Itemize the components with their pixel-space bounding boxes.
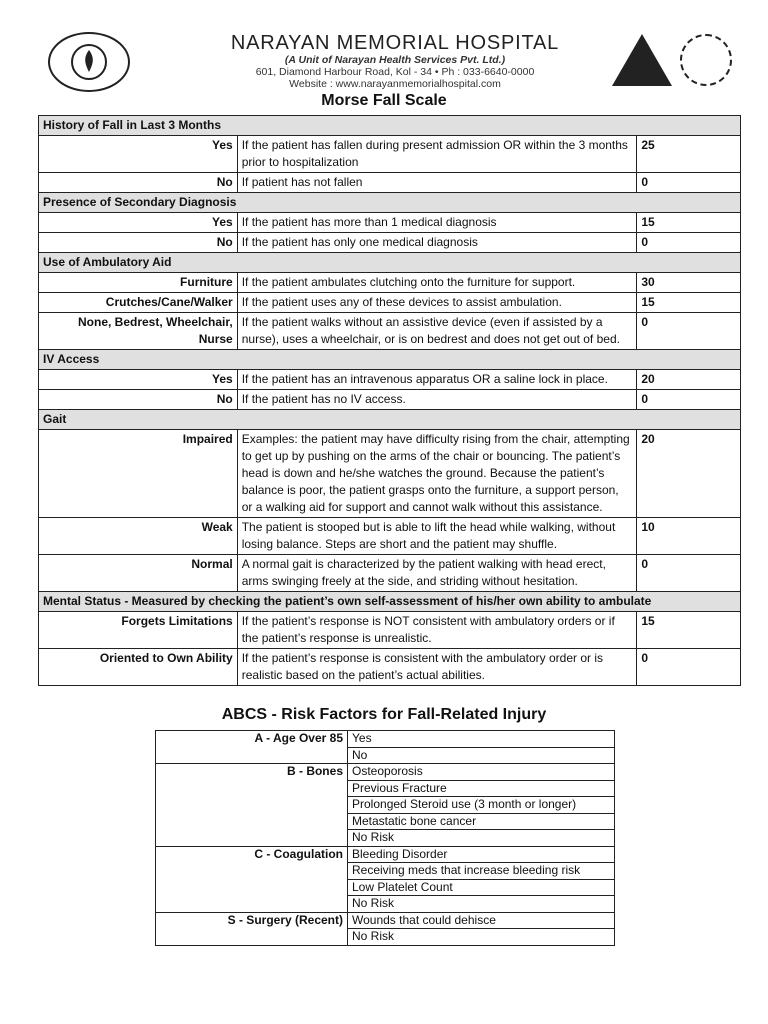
risk-factor-label: A - Age Over 85 xyxy=(156,731,348,764)
row-score: 30 xyxy=(637,273,741,293)
row-description: If patient has not fallen xyxy=(237,173,637,193)
section-header-row xyxy=(39,592,741,612)
row-label: Forgets Limitations xyxy=(39,612,238,649)
risk-factor-label: S - Surgery (Recent) xyxy=(156,912,348,945)
letterhead xyxy=(40,30,740,90)
row-description: If the patient ambulates clutching onto the furniture for support. xyxy=(237,273,637,293)
row-description: The patient is stooped but is able to lift the head while walking, without losing balance. Steps are short and the patient may shuffle. xyxy=(237,518,637,555)
row-score: 10 xyxy=(637,518,741,555)
table-row xyxy=(39,293,741,313)
row-description: If the patient walks without an assistive device (even if assisted by a nurse), uses a wheelchair, or is on bedrest and does not get out of bed. xyxy=(237,313,637,350)
section-heading: Gait xyxy=(39,410,741,430)
table-row xyxy=(156,731,615,748)
table-row xyxy=(39,233,741,253)
row-label: No xyxy=(39,390,238,410)
row-label: Yes xyxy=(39,136,238,173)
row-label: Yes xyxy=(39,213,238,233)
row-score: 20 xyxy=(637,370,741,390)
abcs-risk-table xyxy=(155,730,615,946)
row-score: 0 xyxy=(637,313,741,350)
risk-factor-item: Wounds that could dehisce xyxy=(348,912,615,929)
row-label: None, Bedrest, Wheelchair, Nurse xyxy=(39,313,238,350)
risk-factor-label: C - Coagulation xyxy=(156,846,348,912)
row-label: Normal xyxy=(39,555,238,592)
row-description: A normal gait is characterized by the patient walking with head erect, arms swinging freely at the side, and striding without hesitation. xyxy=(237,555,637,592)
morse-fall-scale-table xyxy=(38,115,741,686)
row-score: 15 xyxy=(637,293,741,313)
table-row xyxy=(39,390,741,410)
table-row xyxy=(39,518,741,555)
gear-seal-logo xyxy=(680,34,732,86)
row-description: If the patient has more than 1 medical diagnosis xyxy=(237,213,637,233)
morse-title: Morse Fall Scale xyxy=(321,92,447,109)
row-description: If the patient has an intravenous apparatus OR a saline lock in place. xyxy=(237,370,637,390)
section-heading: History of Fall in Last 3 Months xyxy=(39,116,741,136)
abcs-title: ABCS - Risk Factors for Fall-Related Injury xyxy=(221,706,547,723)
row-score: 15 xyxy=(637,612,741,649)
row-score: 0 xyxy=(637,649,741,686)
row-score: 0 xyxy=(637,555,741,592)
triangle-logo xyxy=(612,34,672,86)
accreditation-logos xyxy=(582,32,732,88)
risk-factor-item: Previous Fracture xyxy=(348,780,615,797)
row-label: Furniture xyxy=(39,273,238,293)
row-description: If the patient uses any of these devices to assist ambulation. xyxy=(237,293,637,313)
section-header-row xyxy=(39,350,741,370)
section-header-row xyxy=(39,193,741,213)
risk-factor-item: No Risk xyxy=(348,929,615,946)
row-label: Weak xyxy=(39,518,238,555)
row-description: Examples: the patient may have difficulty rising from the chair, attempting to get up by pushing on the arms of the chair or bouncing. The patient’s head is down and he/she watches the ground. Because the patient’s balance is poor, the patient grasps onto the furniture, a support person, or a walking aid for support and cannot walk without this assistance. xyxy=(237,430,637,518)
risk-factor-item: Yes xyxy=(348,731,615,748)
hospital-website: Website : www.narayanmemorialhospital.com xyxy=(289,78,501,90)
risk-factor-label: B - Bones xyxy=(156,764,348,847)
row-label: No xyxy=(39,233,238,253)
risk-factor-item: Bleeding Disorder xyxy=(348,846,615,863)
risk-factor-item: Prolonged Steroid use (3 month or longer) xyxy=(348,797,615,814)
section-heading: Presence of Secondary Diagnosis xyxy=(39,193,741,213)
risk-factor-item: Osteoporosis xyxy=(348,764,615,781)
risk-factor-item: Metastatic bone cancer xyxy=(348,813,615,830)
risk-factor-item: No xyxy=(348,747,615,764)
table-row xyxy=(39,273,741,293)
section-header-row xyxy=(39,253,741,273)
section-heading: Use of Ambulatory Aid xyxy=(39,253,741,273)
table-row xyxy=(39,370,741,390)
table-row xyxy=(156,764,615,781)
hospital-subtitle: (A Unit of Narayan Health Services Pvt. Ltd.) xyxy=(284,54,506,66)
row-score: 25 xyxy=(637,136,741,173)
section-header-row xyxy=(39,116,741,136)
row-label: Oriented to Own Ability xyxy=(39,649,238,686)
table-row xyxy=(39,555,741,592)
row-label: No xyxy=(39,173,238,193)
row-label: Impaired xyxy=(39,430,238,518)
table-row xyxy=(39,313,741,350)
row-score: 20 xyxy=(637,430,741,518)
row-description: If the patient has fallen during present admission OR within the 3 months prior to hospitalization xyxy=(237,136,637,173)
table-row xyxy=(156,846,615,863)
table-row xyxy=(39,213,741,233)
section-header-row xyxy=(39,410,741,430)
row-score: 15 xyxy=(637,213,741,233)
row-description: If the patient has only one medical diagnosis xyxy=(237,233,637,253)
table-row xyxy=(39,649,741,686)
risk-factor-item: Low Platelet Count xyxy=(348,879,615,896)
row-description: If the patient has no IV access. xyxy=(237,390,637,410)
section-heading: Mental Status - Measured by checking the patient’s own self-assessment of his/her own ability to ambulate xyxy=(39,592,741,612)
hospital-seal-logo xyxy=(48,32,130,92)
row-label: Crutches/Cane/Walker xyxy=(39,293,238,313)
row-score: 0 xyxy=(637,173,741,193)
risk-factor-item: No Risk xyxy=(348,896,615,913)
row-description: If the patient’s response is NOT consistent with ambulatory orders or if the patient’s response is unrealistic. xyxy=(237,612,637,649)
row-score: 0 xyxy=(637,233,741,253)
risk-factor-item: Receiving meds that increase bleeding risk xyxy=(348,863,615,880)
risk-factor-item: No Risk xyxy=(348,830,615,847)
row-score: 0 xyxy=(637,390,741,410)
row-description: If the patient’s response is consistent with the ambulatory order or is realistic based on the patient’s actual abilities. xyxy=(237,649,637,686)
table-row xyxy=(156,912,615,929)
table-row xyxy=(39,136,741,173)
row-label: Yes xyxy=(39,370,238,390)
table-row xyxy=(39,430,741,518)
table-row xyxy=(39,173,741,193)
section-heading: IV Access xyxy=(39,350,741,370)
table-row xyxy=(39,612,741,649)
hospital-name: NARAYAN MEMORIAL HOSPITAL xyxy=(230,32,560,54)
hospital-address: 601, Diamond Harbour Road, Kol - 34 • Ph : 033-6640-0000 xyxy=(255,66,535,78)
